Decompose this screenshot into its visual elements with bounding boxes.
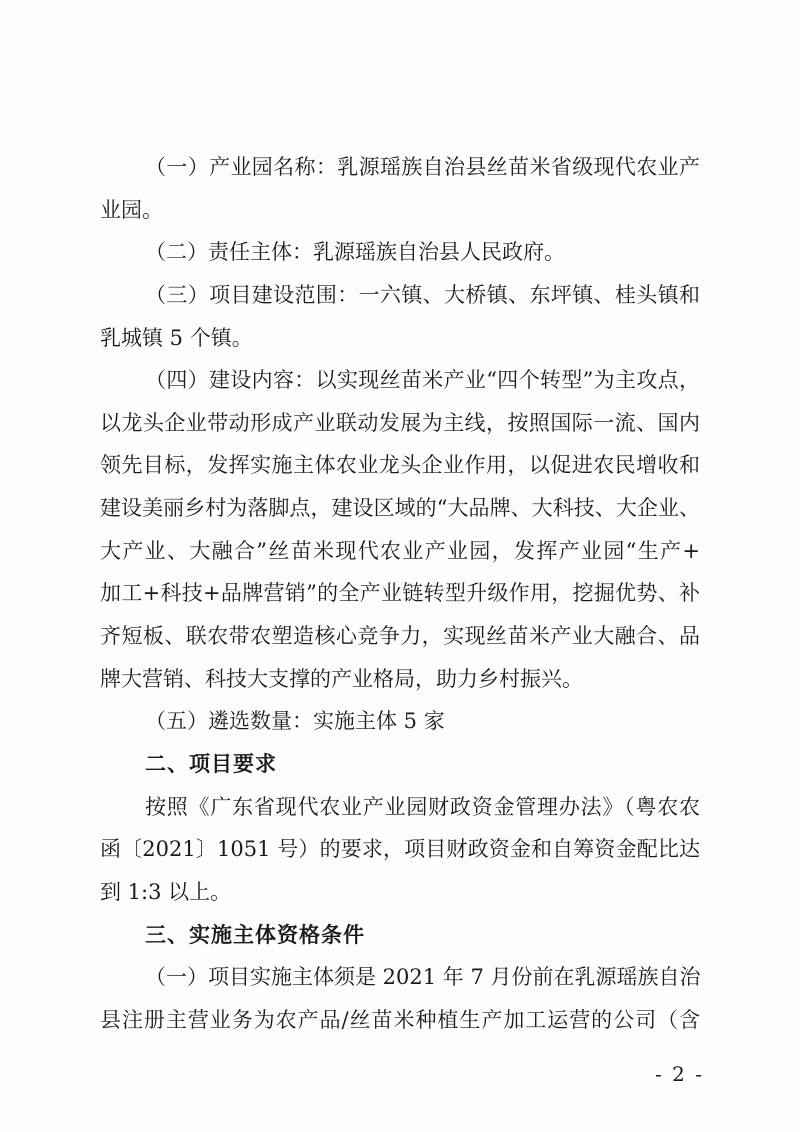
paragraph-line: （二）责任主体：乳源瑶族自治县人民政府。 xyxy=(145,240,565,264)
paragraph-line: 加工+科技+品牌营销”的全产业链转型升级作用，挖掘优势、补 xyxy=(100,581,700,605)
paragraph-line: 函〔2021〕1051 号）的要求，项目财政资金和自筹资金配比达 xyxy=(100,837,700,861)
paragraph-line: 到 1:3 以上。 xyxy=(100,880,232,904)
paragraph-line: 按照《广东省现代农业产业园财政资金管理办法》（粤农农 xyxy=(145,795,700,819)
paragraph-line: 大产业、大融合”丝苗米现代农业产业园，发挥产业园“生产+ xyxy=(100,539,700,563)
paragraph-line: 牌大营销、科技大支撑的产业格局，助力乡村振兴。 xyxy=(100,667,583,691)
paragraph-line: 县注册主营业务为农产品/丝苗米种植生产加工运营的公司（含 xyxy=(100,1008,700,1032)
paragraph-line: （三）项目建设范围：一六镇、大桥镇、东坪镇、桂头镇和 xyxy=(145,283,700,307)
paragraph-line: （四）建设内容：以实现丝苗米产业“四个转型”为主攻点， xyxy=(145,368,700,392)
paragraph-line: 以龙头企业带动形成产业联动发展为主线，按照国际一流、国内 xyxy=(100,411,700,435)
paragraph-line: （五）遴选数量：实施主体 5 家 xyxy=(145,709,445,733)
section-heading: 三、实施主体资格条件 xyxy=(145,923,365,947)
paragraph-line: 建设美丽乡村为落脚点，建设区域的“大品牌、大科技、大企业、 xyxy=(100,496,700,520)
paragraph-line: （一）产业园名称：乳源瑶族自治县丝苗米省级现代农业产 xyxy=(145,155,700,179)
paragraph-line: （一）项目实施主体须是 2021 年 7 月份前在乳源瑶族自治 xyxy=(145,965,701,989)
paragraph-line: 乳城镇 5 个镇。 xyxy=(100,326,253,350)
page-number: - 2 - xyxy=(655,1062,704,1086)
paragraph-line: 业园。 xyxy=(100,198,163,222)
paragraph-line: 领先目标，发挥实施主体农业龙头企业作用，以促进农民增收和 xyxy=(100,453,700,477)
section-heading: 二、项目要求 xyxy=(145,752,277,776)
paragraph-line: 齐短板、联农带农塑造核心竞争力，实现丝苗米产业大融合、品 xyxy=(100,624,700,648)
